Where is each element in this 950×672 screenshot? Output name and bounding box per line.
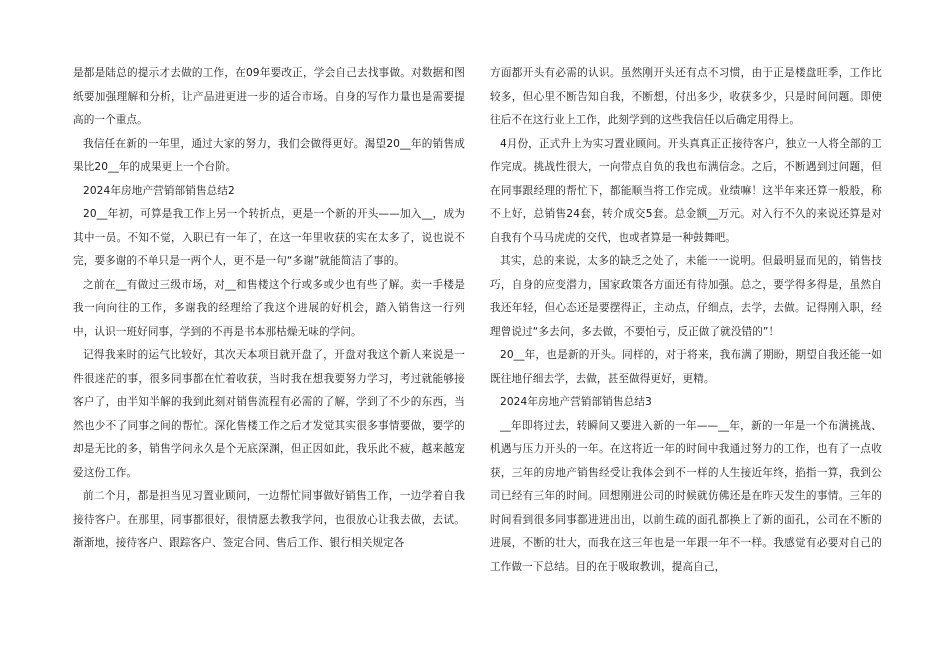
paragraph: 4月份，正式升上为实习置业顾问。开头真真正正接待客户，独立一人将全部的工作完成。挑战性很大，一向带点自负的我也布满信念。之后，不断遇到过问题，但在同事跟经理的帮忙下，都能顺当将工作完成。业绩嘛！这半年来还算一般般，称不上好，总销售24套，转介成交5套。总金额__万元。对入行不久的来说还算是对自我有个马马虎虎的交代，也或者算是一种鼓舞吧。 xyxy=(490,137,882,244)
paragraph: 我信任在新的一年里，通过大家的努力，我们会做得更好。渴望20__年的销售成果比20__年的成果更上一个台阶。 xyxy=(73,137,465,173)
paragraph: 是都是陆总的提示才去做的工作，在09年要改正，学会自己去找事做。对数据和图纸要加强理解和分析，让产品进更进一步的适合市场。自身的写作力量也是需要提高的一个重点。 xyxy=(73,67,465,126)
paragraph: 20__年，也是新的开头。同样的，对于将来，我布满了期盼，期望自我还能一如既往地仔细去学，去做，甚至做得更好，更精。 xyxy=(490,349,882,385)
section-heading: 2024年房地产营销部销售总结3 xyxy=(500,396,652,408)
paragraph: 之前在__有做过三级市场，对__和售楼这个行或多或少也有些了解。卖一手楼是我一向向往的工作，多谢我的经理给了我这个进展的好机会，踏入销售这一行列中，认识一班好同事，学到的不再是书本那枯燥无味的学问。 xyxy=(73,278,465,338)
left-column xyxy=(73,62,465,556)
paragraph: 记得我来时的运气比较好，其次天本项目就开盘了，开盘对我这个新人来说是一件很迷茫的事，很多同事都在忙着收获，当时我在想我要努力学习，考过就能够接客户了，由半知半解的我到此刻对销售流程有必需的了解，学到了不少的东西，当然也少不了同事之间的帮忙。深化售楼工作之后才发觉其实很多事情要做，要学的却是无比的多，销售学问永久是个无底深渊，但正因如此，我乐此不疲，越来越宠爱这份工作。 xyxy=(73,349,465,479)
right-column xyxy=(490,62,882,579)
paragraph: 方面都开头有必需的认识。虽然刚开头还有点不习惯，由于正是楼盘旺季，工作比较多，但心里不断告知自我，不断想，付出多少，收获多少，只是时间问题。即使往后不在这行业上工作，此刻学到的这些我信任以后确定用得上。 xyxy=(490,67,882,126)
paragraph: 前二个月，都是担当见习置业顾问，一边帮忙同事做好销售工作，一边学着自我接待客户。在那里，同事都很好，很情愿去教我学问，也很放心让我去做，去试。渐渐地，接待客户、跟踪客户、签定合同、售后工作、银行相关规定各 xyxy=(73,490,465,549)
section-heading: 2024年房地产营销部销售总结2 xyxy=(83,184,235,197)
paragraph: __年即将过去，转瞬间又要进入新的一年——__年，新的一年是一个布满挑战、机遇与压力开头的一年。在这将近一年的时间中我通过努力的工作，也有了一点收获，三年的房地产销售经受让我体会到不一样的人生接近年终，掐指一算，我到公司已经有三年的时间。回想刚进公司的时候就仿佛还是在昨天发生的事情。三年的时间看到很多同事都进进出出，以前生疏的面孔都换上了新的面孔，公司在不断的进展，不断的壮大，而我在这三年也是一年跟一年不一样。我感觉有必要对自己的工作做一下总结。目的在于吸取教训，提高自己， xyxy=(490,419,882,573)
paragraph: 其实，总的来说，太多的缺乏之处了，未能一一说明。但最明显而见的，销售技巧，自身的应变潜力，国家政策各方面还有待加强。总之，要学得多得是，虽然自我还年轻，但心态还是要摆得正，主动点，仔细点，去学，去做。记得刚入职，经理曾说过“多去问，多去做，不要怕亏，反正做了就没错的”！ xyxy=(490,255,882,338)
paragraph: 20__年初，可算是我工作上另一个转折点，更是一个新的开头——加入__，成为其中一员。不知不觉，入职已有一年了，在这一年里收获的实在太多了，说也说不完，要多谢的不单只是一两个人，更不是一句“多谢”就能简洁了事的。 xyxy=(73,208,465,267)
